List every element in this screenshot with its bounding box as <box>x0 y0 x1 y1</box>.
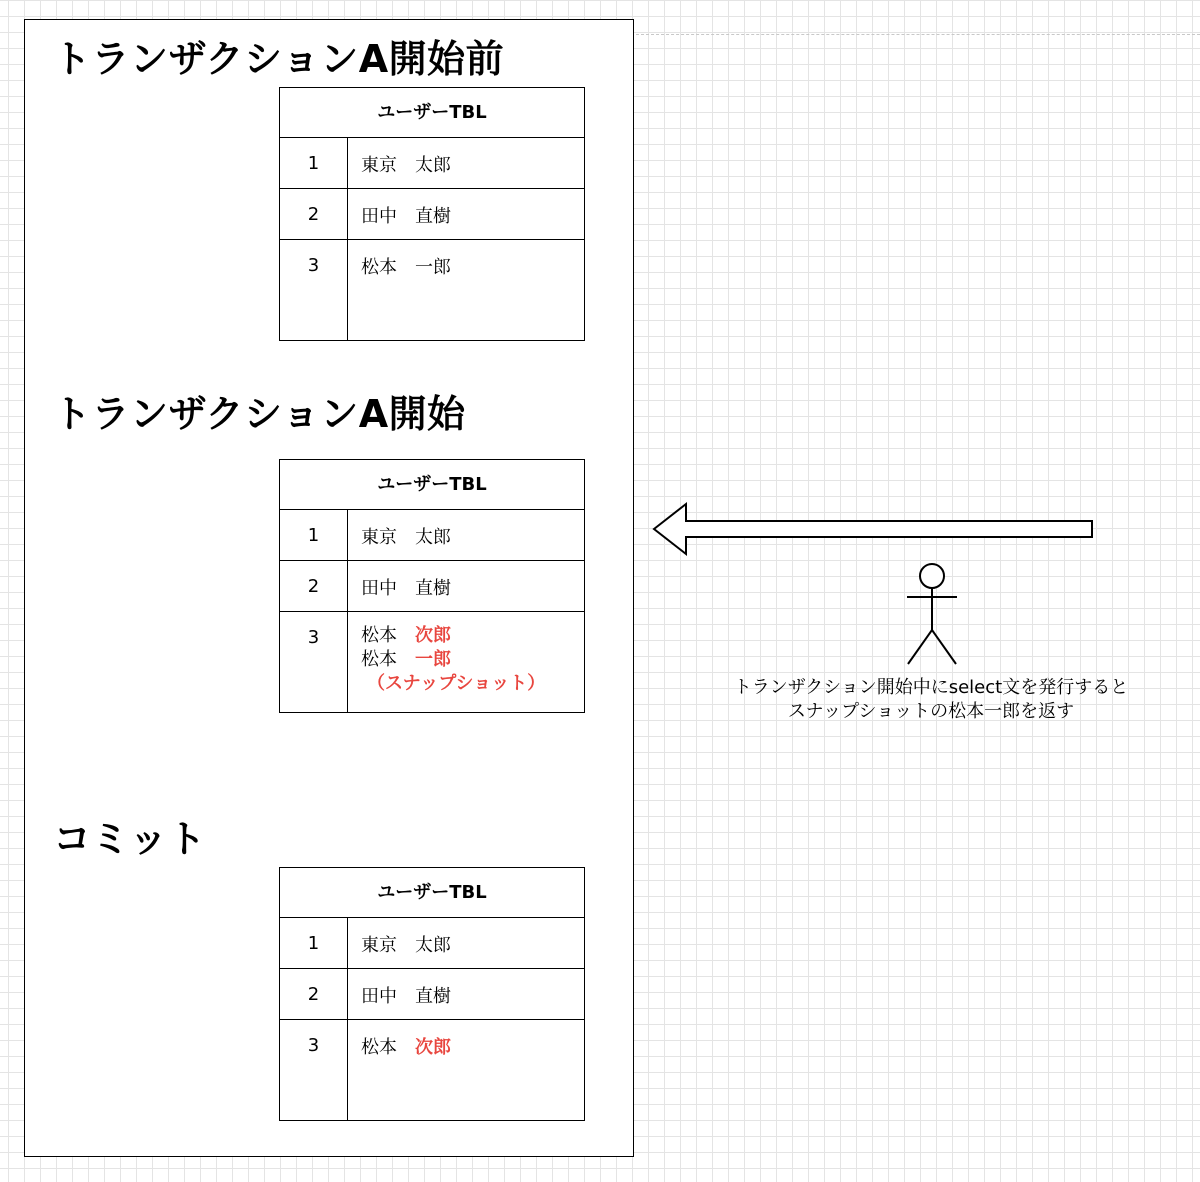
given-name-new: 次郎 <box>415 1037 451 1058</box>
family-name: 田中 <box>361 206 397 227</box>
snapshot-label: （スナップショット） <box>367 673 546 694</box>
section-title: コミット <box>53 817 207 861</box>
section-before-transaction <box>24 19 634 359</box>
name-line-new <box>361 624 584 648</box>
given-name: 太郎 <box>415 935 451 956</box>
given-name: 直樹 <box>415 206 451 227</box>
name-line-snapshot <box>361 648 584 672</box>
row-id: 3 <box>280 240 348 340</box>
section-transaction-start <box>24 358 634 783</box>
table-row <box>280 189 584 240</box>
given-name: 一郎 <box>415 257 451 278</box>
table-row <box>280 1020 584 1120</box>
row-name <box>348 612 584 712</box>
row-id: 2 <box>280 561 348 611</box>
table-row <box>280 612 584 712</box>
canvas-top-dashed-line <box>636 34 1200 35</box>
family-name: 松本 <box>361 257 397 278</box>
row-name <box>348 510 584 560</box>
row-name <box>348 240 584 340</box>
row-id: 2 <box>280 189 348 239</box>
person-icon <box>900 560 964 670</box>
given-name: 直樹 <box>415 578 451 599</box>
actor-note <box>700 676 1162 724</box>
table-row <box>280 510 584 561</box>
row-name <box>348 1020 584 1120</box>
family-name: 松本 <box>361 625 397 646</box>
family-name: 東京 <box>361 935 397 956</box>
family-name-snapshot: 松本 <box>361 649 397 670</box>
note-line-2: スナップショットの松本一郎を返す <box>787 701 1075 722</box>
user-table <box>279 867 585 1121</box>
given-name: 太郎 <box>415 155 451 176</box>
row-id: 1 <box>280 138 348 188</box>
given-name-snapshot: 一郎 <box>415 649 451 670</box>
table-row <box>280 969 584 1020</box>
family-name: 東京 <box>361 527 397 548</box>
given-name-new: 次郎 <box>415 625 451 646</box>
table-header: ユーザーTBL <box>280 460 584 510</box>
row-name <box>348 138 584 188</box>
family-name: 松本 <box>361 1037 397 1058</box>
table-header: ユーザーTBL <box>280 88 584 138</box>
row-id: 1 <box>280 918 348 968</box>
user-table <box>279 87 585 341</box>
section-commit <box>24 782 634 1157</box>
table-row <box>280 138 584 189</box>
row-name <box>348 561 584 611</box>
family-name: 田中 <box>361 578 397 599</box>
given-name: 直樹 <box>415 986 451 1007</box>
user-table <box>279 459 585 713</box>
row-id: 1 <box>280 510 348 560</box>
given-name: 太郎 <box>415 527 451 548</box>
row-name <box>348 969 584 1019</box>
family-name: 田中 <box>361 986 397 1007</box>
table-row <box>280 918 584 969</box>
row-id: 2 <box>280 969 348 1019</box>
section-title: トランザクションA開始前 <box>53 37 505 81</box>
section-title: トランザクションA開始 <box>53 392 466 436</box>
table-row <box>280 561 584 612</box>
note-line-1: トランザクション開始中にselect文を発行すると <box>733 677 1129 698</box>
row-name <box>348 918 584 968</box>
row-name <box>348 189 584 239</box>
table-row <box>280 240 584 340</box>
row-id: 3 <box>280 1020 348 1120</box>
family-name: 東京 <box>361 155 397 176</box>
row-id: 3 <box>280 612 348 712</box>
table-header: ユーザーTBL <box>280 868 584 918</box>
left-arrow-icon <box>650 500 1100 560</box>
